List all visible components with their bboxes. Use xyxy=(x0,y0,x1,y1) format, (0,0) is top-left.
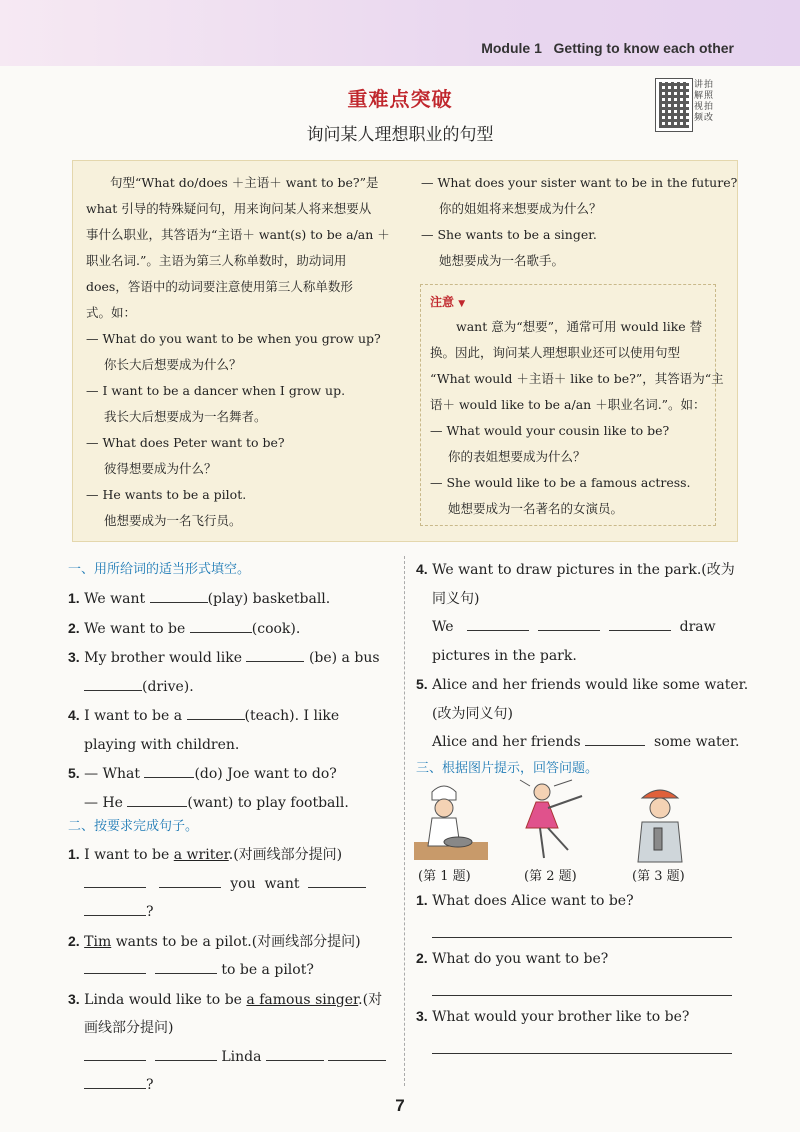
answer-blank[interactable] xyxy=(155,959,217,974)
answer-blank[interactable] xyxy=(84,1074,146,1089)
part3-heading: 三、根据图片提示，回答问题。 xyxy=(416,761,599,776)
answer-blank[interactable] xyxy=(328,1046,386,1061)
part1-questions: 1. We want (play) basketball. 2. We want to be (cook). 3. My brother would like (be) a bus (drive). 4. I want to be a (teach). I like playing with children. 5. — What (do) Joe want to do? — He (want) to play football. xyxy=(68,584,388,817)
answer-blank[interactable] xyxy=(84,873,146,888)
qr-code-icon[interactable] xyxy=(655,78,693,132)
dancer-picture xyxy=(512,778,592,864)
question-3: 3. My brother would like (be) a bus xyxy=(68,649,380,666)
part2-right: 4. We want to draw pictures in the park.(改为 同义句) We draw pictures in the park. 5. Alice and her friends would like some water. (改为同义句) Alice and her friends some water. xyxy=(416,561,749,750)
answer-blank[interactable] xyxy=(127,792,187,807)
cook-picture xyxy=(412,780,492,864)
answer-blank[interactable] xyxy=(585,731,645,746)
answer-blank[interactable] xyxy=(150,588,208,603)
explanation-left: 句型“What do/does ＋主语＋ want to be?”是 what 引导的特殊疑问句，用来询问某人将来想要从 事什么职业，其答语为“主语＋ want(s) to be a/an ＋ 职业名词.”。主语为第三人称单数时，助动词用 does，答语中的动词要注意使用第三人称单数形 式。如： — What do you want to be when you grow up? 你长大后想要成为什么？ — I want to be a dancer when I grow up. 我长大后想要成为一名舞者。 — What does Peter want to be? 彼得想要成为什么？ — He wants to be a pilot. 他想要成为一名飞行员。 xyxy=(86,175,390,528)
answer-blank[interactable] xyxy=(84,1046,146,1061)
header-band xyxy=(0,0,800,66)
part3-question-3: 3. What would your brother like to be? xyxy=(416,1008,690,1025)
question-5: 5. — What (do) Joe want to do? xyxy=(68,765,337,782)
section-title: 重难点突破 xyxy=(347,87,453,111)
answer-blank[interactable] xyxy=(538,616,600,631)
note-body: want 意为“想要”，通常可用 would like 替 换。因此，询问某人理想职业还可以使用句型 “What would ＋主语＋ like to be?”，其答语为“主 语＋ would like to be a/an ＋职业名词.”。如： — What would your cousin like to be? 你的表姐想要成为什么？ — She would like to be a famous actress. 她想要成为一名著名的女演员。 xyxy=(430,319,724,516)
answer-blank[interactable] xyxy=(144,763,194,778)
answer-line[interactable] xyxy=(432,1052,732,1054)
engineer-picture xyxy=(628,780,692,864)
answer-blank[interactable] xyxy=(266,1046,324,1061)
module-label: Module 1 xyxy=(481,40,542,56)
answer-line[interactable] xyxy=(432,936,732,938)
page-number: 7 xyxy=(395,1096,405,1115)
part2-questions: 1. I want to be a writer.(对画线部分提问) you want ? 2. Tim wants to be a pilot.(对画线部分提问) to be a pilot? 3. Linda would like to be a famous singer.(对 画线部分提问) Linda ? xyxy=(68,840,388,1100)
part3-question-2: 2. What do you want to be? xyxy=(416,950,609,967)
caption-2: (第 2 题) xyxy=(524,869,577,884)
section-subtitle: 询问某人理想职业的句型 xyxy=(306,125,494,145)
explanation-right: — What does your sister want to be in the future? 你的姐姐将来想要成为什么？ — She wants to be a singer. 她想要成为一名歌手。 xyxy=(421,175,738,268)
answer-blank[interactable] xyxy=(467,616,529,631)
answer-blank[interactable] xyxy=(84,959,146,974)
answer-blank[interactable] xyxy=(187,705,245,720)
question-2: 2. We want to be (cook). xyxy=(68,619,301,637)
note-label: 注意 ▼ xyxy=(430,295,466,309)
answer-blank[interactable] xyxy=(159,873,221,888)
caption-3: (第 3 题) xyxy=(632,869,685,884)
answer-blank[interactable] xyxy=(308,873,366,888)
answer-blank[interactable] xyxy=(84,901,146,916)
module-title: Getting to know each other xyxy=(553,40,734,56)
answer-blank[interactable] xyxy=(190,618,252,633)
question-4: 4. I want to be a (teach). I like xyxy=(68,707,340,724)
question-1: 1. We want (play) basketball. xyxy=(68,590,331,607)
part3-question-1: 1. What does Alice want to be? xyxy=(416,892,634,909)
answer-blank[interactable] xyxy=(609,616,671,631)
column-divider xyxy=(404,556,405,1086)
answer-line[interactable] xyxy=(432,994,732,996)
answer-blank[interactable] xyxy=(155,1046,217,1061)
part1-heading: 一、用所给词的适当形式填空。 xyxy=(68,562,251,577)
caption-1: (第 1 题) xyxy=(418,869,471,884)
answer-blank[interactable] xyxy=(84,676,142,691)
qr-caption: 讲拍 解照 视拍 频改 xyxy=(694,80,715,123)
answer-blank[interactable] xyxy=(246,647,304,662)
running-header xyxy=(481,40,734,56)
part2-heading: 二、按要求完成句子。 xyxy=(68,819,199,834)
